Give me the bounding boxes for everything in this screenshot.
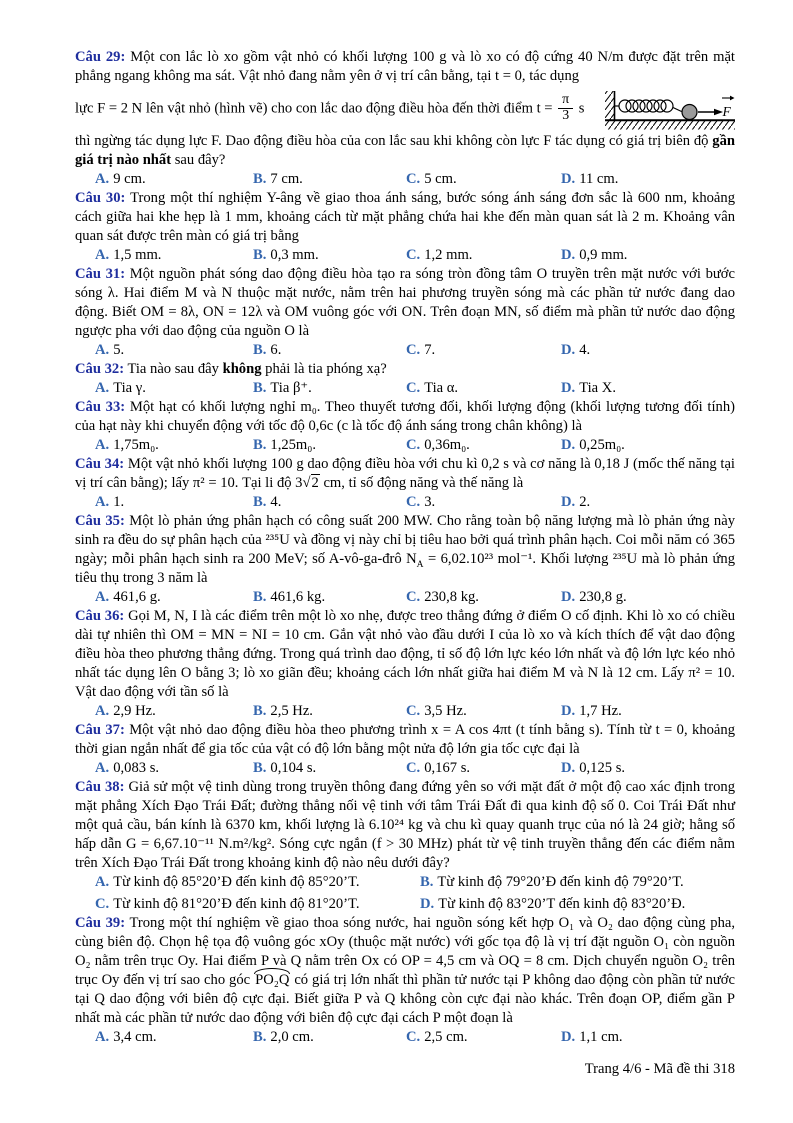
option-text: 2,5 Hz. bbox=[270, 703, 313, 719]
option-d bbox=[561, 702, 735, 721]
question-text bbox=[75, 91, 585, 124]
option-text: 4. bbox=[579, 342, 591, 358]
option-a bbox=[95, 759, 253, 778]
option-d bbox=[420, 895, 735, 914]
option-letter: C. bbox=[406, 171, 421, 187]
option-letter: A. bbox=[95, 874, 110, 890]
question-label: Câu 31: bbox=[75, 266, 126, 282]
option-letter: C. bbox=[95, 896, 110, 912]
option-c bbox=[406, 1028, 561, 1047]
question-label: Câu 36: bbox=[75, 608, 125, 624]
text-run: Một vật nhỏ dao động điều hòa theo phương trình x = A cos 4πt (t tính bằng s). Tính từ t = 0, khoảng thời gian ngắn nhất để gia tốc của vật có độ lớn bằng một nửa độ lớn gia tốc cực đại là bbox=[75, 722, 735, 757]
square-root: √2 bbox=[302, 475, 319, 491]
question-38 bbox=[75, 778, 735, 914]
question-label: Câu 35: bbox=[75, 513, 125, 529]
option-text: 461,6 g. bbox=[113, 589, 161, 605]
option-letter: B. bbox=[253, 760, 267, 776]
option-letter: C. bbox=[406, 703, 421, 719]
text-run: thì ngừng tác dụng lực F. Dao động điều hòa của con lắc sau khi không còn lực F tác dụng có giá trị biên độ bbox=[75, 133, 713, 149]
option-text: 0,125 s. bbox=[579, 760, 626, 776]
option-letter: C. bbox=[406, 1029, 421, 1045]
question-paragraph bbox=[75, 48, 735, 86]
fraction-numerator: π bbox=[558, 93, 573, 109]
text-run: Một con lắc lò xo gồm vật nhỏ có khối lượng 100 g và lò xo có độ cứng 40 N/m được đặt trên mặt phẳng ngang không ma sát. Vật nhỏ đang nằm yên ở vị trí cân bằng, tại t = 0, tác dụng bbox=[75, 49, 735, 84]
option-a bbox=[95, 379, 253, 398]
option-text: 4. bbox=[270, 494, 282, 510]
text-run-bold: không bbox=[222, 361, 262, 377]
text-run: Gọi M, N, I là các điểm trên một lò xo nhẹ, được treo thẳng đứng ở điểm O cố định. Khi lò xo có chiều dài tự nhiên thì OM = MN = NI = 10 cm. Gắn vật nhỏ vào đầu dưới I của lò xo và kích thích để vật dao động điều hòa theo phương thẳng đứng. Trong quá trình dao động, tỉ số độ lớn lực kéo lớn nhất và độ lớn lực kéo nhỏ nhất tác dụng lên O bằng 3; lò xo giãn đều; khoảng cách lớn nhất giữa hai điểm M và N là 12 cm. Lấy π² = 10. Vật dao động với tần số là bbox=[75, 608, 735, 700]
question-31 bbox=[75, 265, 735, 360]
question-30 bbox=[75, 189, 735, 265]
option-b bbox=[253, 1028, 406, 1047]
text-run: Một hạt có khối lượng nghỉ m₀. Theo thuyết tương đối, khối lượng động (khối lượng tương đối tính) của hạt này khi chuyển động với tốc độ 0,6c (c là tốc độ ánh sáng trong chân không) là bbox=[75, 399, 735, 434]
options-row bbox=[75, 493, 735, 512]
option-letter: B. bbox=[253, 589, 267, 605]
question-paragraph bbox=[75, 914, 735, 1028]
text-run: có giá trị lớn nhất thì phần tử nước tại P không dao động còn phần tử nước tại Q dao động với biên độ cực đại. Biết giữa P và Q không còn cực đại nào khác. Trên đoạn OP, điểm gần P nhất mà các phần tử nước dao động với biên độ cực đại cách P một đoạn là bbox=[75, 972, 735, 1026]
option-letter: D. bbox=[561, 380, 576, 396]
option-letter: A. bbox=[95, 703, 110, 719]
option-letter: A. bbox=[95, 1029, 110, 1045]
option-b bbox=[253, 588, 406, 607]
option-d bbox=[561, 379, 735, 398]
options-row bbox=[75, 1028, 735, 1047]
question-label: Câu 38: bbox=[75, 779, 125, 795]
question-paragraph bbox=[75, 455, 735, 493]
figure-spring-oscillator bbox=[605, 86, 735, 132]
option-b bbox=[420, 873, 735, 892]
question-paragraph bbox=[75, 398, 735, 436]
option-d bbox=[561, 341, 735, 360]
question-paragraph bbox=[75, 512, 735, 588]
option-letter: B. bbox=[253, 342, 267, 358]
subscript: A bbox=[416, 559, 424, 570]
option-d bbox=[561, 246, 735, 265]
option-text: 3. bbox=[424, 494, 436, 510]
option-d bbox=[561, 493, 735, 512]
question-39 bbox=[75, 914, 735, 1047]
option-letter: A. bbox=[95, 589, 110, 605]
option-a bbox=[95, 588, 253, 607]
option-text: 230,8 g. bbox=[579, 589, 627, 605]
question-label: Câu 37: bbox=[75, 722, 125, 738]
text-run: Một vật nhỏ khối lượng 100 g dao động điều hòa với chu kì 0,2 s và cơ năng là 0,18 J (mốc thế năng tại vị trí cân bằng); lấy π² = 10. Tại li độ 3 bbox=[75, 456, 735, 491]
text-run: cm, tỉ số động năng và thế năng là bbox=[319, 475, 524, 491]
option-letter: C. bbox=[406, 437, 421, 453]
option-letter: C. bbox=[406, 494, 421, 510]
question-label: Câu 32: bbox=[75, 361, 125, 377]
vector-arrowhead bbox=[730, 96, 735, 101]
option-letter: A. bbox=[95, 342, 110, 358]
option-letter: D. bbox=[561, 589, 576, 605]
option-letter: B. bbox=[253, 703, 267, 719]
square-root-value: 2 bbox=[311, 475, 319, 491]
options-row bbox=[75, 246, 735, 265]
option-b bbox=[253, 246, 406, 265]
spring-coils bbox=[619, 100, 673, 112]
option-letter: D. bbox=[561, 703, 576, 719]
option-text: 2,5 cm. bbox=[424, 1029, 468, 1045]
option-text: Tia γ. bbox=[113, 380, 146, 396]
option-letter: B. bbox=[253, 171, 267, 187]
option-text: 5. bbox=[113, 342, 125, 358]
option-letter: D. bbox=[561, 1029, 576, 1045]
text-run-bold: gần giá trị nào nhất bbox=[75, 133, 735, 168]
question-label: Câu 33: bbox=[75, 399, 126, 415]
option-c bbox=[406, 702, 561, 721]
option-text: 1. bbox=[113, 494, 125, 510]
option-text: 0,3 mm. bbox=[270, 247, 319, 263]
option-letter: A. bbox=[95, 247, 110, 263]
question-37 bbox=[75, 721, 735, 778]
option-text: 7. bbox=[424, 342, 436, 358]
question-paragraph bbox=[75, 778, 735, 873]
option-b bbox=[253, 436, 406, 455]
option-c bbox=[406, 341, 561, 360]
page-footer: Trang 4/6 - Mã đề thi 318 bbox=[584, 1061, 735, 1077]
option-letter: C. bbox=[406, 589, 421, 605]
question-paragraph bbox=[75, 132, 735, 170]
options-row bbox=[75, 341, 735, 360]
option-text: 0,083 s. bbox=[113, 760, 160, 776]
option-letter: C. bbox=[406, 342, 421, 358]
text-run: phải là tia phóng xạ? bbox=[261, 361, 387, 377]
option-letter: D. bbox=[561, 342, 576, 358]
option-letter: A. bbox=[95, 494, 110, 510]
option-text: 0,9 mm. bbox=[579, 247, 628, 263]
option-text: 7 cm. bbox=[270, 171, 303, 187]
option-a bbox=[95, 873, 420, 892]
option-text: 2. bbox=[579, 494, 591, 510]
option-a bbox=[95, 1028, 253, 1047]
question-paragraph bbox=[75, 721, 735, 759]
question-label: Câu 39: bbox=[75, 915, 126, 931]
option-text: 0,104 s. bbox=[270, 760, 317, 776]
option-text: 461,6 kg. bbox=[270, 589, 326, 605]
question-paragraph bbox=[75, 265, 735, 341]
option-text: Tia β⁺. bbox=[270, 380, 312, 396]
option-text: 230,8 kg. bbox=[424, 589, 479, 605]
option-letter: C. bbox=[406, 760, 421, 776]
option-c bbox=[406, 759, 561, 778]
option-c bbox=[406, 246, 561, 265]
option-letter: A. bbox=[95, 380, 110, 396]
option-b bbox=[253, 702, 406, 721]
option-text: 0,36m₀. bbox=[424, 437, 470, 453]
option-text: Từ kinh độ 83°20’T đến kinh độ 83°20’Đ. bbox=[438, 896, 686, 912]
option-text: Từ kinh độ 85°20’Đ đến kinh độ 85°20’T. bbox=[113, 874, 360, 890]
angle-arc: PO₂Q bbox=[255, 972, 290, 988]
force-label: F bbox=[722, 104, 731, 119]
options-row bbox=[75, 379, 735, 398]
option-letter: A. bbox=[95, 437, 110, 453]
options-row bbox=[75, 759, 735, 778]
option-letter: B. bbox=[253, 1029, 267, 1045]
option-text: 1,25m₀. bbox=[270, 437, 317, 453]
option-c bbox=[406, 436, 561, 455]
text-run: Một nguồn phát sóng dao động điều hòa tạo ra sóng tròn đồng tâm O truyền trên mặt nước với bước sóng λ. Hai điểm M và N thuộc mặt nước, nằm trên hai phương truyền sóng mà các phần tử nước đang dao động. Biết OM = 8λ, ON = 12λ và OM vuông góc với ON. Trên đoạn MN, số điểm mà phần tử nước dao động ngược pha với dao động của nguồn O là bbox=[75, 266, 735, 339]
option-a bbox=[95, 170, 253, 189]
option-letter: D. bbox=[561, 494, 576, 510]
option-text: 0,167 s. bbox=[424, 760, 471, 776]
question-label: Câu 34: bbox=[75, 456, 125, 472]
option-text: 3,5 Hz. bbox=[424, 703, 467, 719]
option-text: Tia X. bbox=[579, 380, 616, 396]
option-text: 5 cm. bbox=[424, 171, 457, 187]
option-b bbox=[253, 493, 406, 512]
option-letter: A. bbox=[95, 760, 110, 776]
option-letter: B. bbox=[420, 874, 434, 890]
options-row bbox=[75, 873, 735, 914]
option-b bbox=[253, 379, 406, 398]
option-letter: C. bbox=[406, 380, 421, 396]
option-c bbox=[406, 379, 561, 398]
text-run: Tia nào sau đây bbox=[124, 361, 223, 377]
ground-hatch bbox=[605, 121, 735, 130]
mass-ball bbox=[682, 105, 697, 120]
option-letter: C. bbox=[406, 247, 421, 263]
option-text: 6. bbox=[270, 342, 282, 358]
question-paragraph bbox=[75, 360, 735, 379]
question-29 bbox=[75, 48, 735, 189]
option-d bbox=[561, 588, 735, 607]
option-text: 2,9 Hz. bbox=[113, 703, 156, 719]
text-run: sau đây? bbox=[171, 152, 226, 168]
text-run: = 6,02.10²³ mol⁻¹. Khối lượng ²³⁵U mà lò phản ứng tiêu thụ trong 3 năm là bbox=[75, 551, 735, 586]
option-text: 1,2 mm. bbox=[424, 247, 473, 263]
option-a bbox=[95, 493, 253, 512]
option-letter: B. bbox=[253, 494, 267, 510]
text-run: Trong một thí nghiệm về giao thoa sóng nước, hai nguồn sóng kết hợp O₁ và O₂ dao động cùng pha, cùng biên độ. Chọn hệ tọa độ vuông góc xOy (thuộc mặt nước) với gốc tọa độ là vị trí đặt nguồn O₁ còn nguồn O₂ nằm trên trục Oy. Hai điểm P và Q nằm trên Ox có OP = 4,5 cm và OQ = 8 cm. Dịch chuyển nguồn O₂ trên trục Oy đến vị trí sao cho góc bbox=[75, 915, 735, 988]
option-text: 11 cm. bbox=[579, 171, 619, 187]
option-text: 9 cm. bbox=[113, 171, 146, 187]
question-label: Câu 29: bbox=[75, 49, 126, 65]
option-letter: D. bbox=[561, 760, 576, 776]
option-letter: B. bbox=[253, 437, 267, 453]
option-c bbox=[95, 895, 420, 914]
option-letter: D. bbox=[561, 247, 576, 263]
option-a bbox=[95, 246, 253, 265]
text-run: Trong một thí nghiệm Y-âng về giao thoa ánh sáng, bước sóng ánh sáng đơn sắc là 600 nm, khoảng cách giữa hai khe hẹp là 1 mm, khoảng cách từ mặt phẳng chứa hai khe đến màn quan sát là 2 m. Khoảng vân quan sát được trên màn có giá trị bằng bbox=[75, 190, 735, 244]
option-letter: A. bbox=[95, 171, 110, 187]
option-text: Tia α. bbox=[424, 380, 459, 396]
text-run: s bbox=[575, 100, 585, 117]
option-letter: D. bbox=[561, 437, 576, 453]
question-36 bbox=[75, 607, 735, 721]
option-d bbox=[561, 759, 735, 778]
question-34 bbox=[75, 455, 735, 512]
option-letter: D. bbox=[420, 896, 435, 912]
option-a bbox=[95, 436, 253, 455]
options-row bbox=[75, 588, 735, 607]
option-c bbox=[406, 588, 561, 607]
option-letter: D. bbox=[561, 171, 576, 187]
option-c bbox=[406, 493, 561, 512]
text-run: Một lò phản ứng phân hạch có công suất 200 MW. Cho rằng toàn bộ năng lượng mà lò phản ứng này sinh ra đều do sự phân hạch của ²³⁵U và đồng vị này chỉ bị tiêu hao bởi quá trình phân hạch. Coi mỗi năm có 365 ngày; mỗi phân hạch sinh ra 200 MeV; số A-vô-ga-đrô N bbox=[75, 513, 736, 567]
spring-to-mass-link bbox=[673, 108, 682, 112]
option-b bbox=[253, 759, 406, 778]
question-label: Câu 30: bbox=[75, 190, 126, 206]
option-d bbox=[561, 1028, 735, 1047]
spring-oscillator-figure bbox=[605, 86, 735, 132]
question-paragraph bbox=[75, 607, 735, 702]
option-a bbox=[95, 341, 253, 360]
option-text: 0,25m₀. bbox=[579, 437, 625, 453]
question-33 bbox=[75, 398, 735, 455]
text-run: Giả sử một vệ tinh dùng trong truyền thông đang đứng yên so với mặt đất ở một độ cao xác định trong mặt phẳng Xích Đạo Trái Đất; đường thẳng nối vệ tinh với tâm Trái Đất đi qua kinh độ số 0. Coi Trái Đất như một quả cầu, bán kính là 6370 km, khối lượng là 6.10²⁴ kg và chu kì quay quanh trục của nó là 24 giờ; hằng số hấp dẫn G = 6,67.10⁻¹¹ N.m²/kg². Sóng cực ngắn (f > 30 MHz) phát từ vệ tinh truyền thẳng đến các điểm nằm trên Xích Đạo Trái Đất trong khoảng kinh độ nào nêu dưới đây? bbox=[75, 779, 735, 871]
question-32 bbox=[75, 360, 735, 398]
option-text: 2,0 cm. bbox=[270, 1029, 314, 1045]
question-line-with-figure bbox=[75, 86, 735, 132]
option-d bbox=[561, 170, 735, 189]
question-paragraph bbox=[75, 189, 735, 246]
options-row bbox=[75, 170, 735, 189]
fraction-denominator: 3 bbox=[562, 107, 570, 123]
options-row bbox=[75, 702, 735, 721]
option-d bbox=[561, 436, 735, 455]
option-a bbox=[95, 702, 253, 721]
option-b bbox=[253, 341, 406, 360]
options-row bbox=[75, 436, 735, 455]
option-text: 3,4 cm. bbox=[113, 1029, 157, 1045]
option-text: 1,5 mm. bbox=[113, 247, 162, 263]
fraction bbox=[558, 93, 573, 123]
questions bbox=[75, 48, 735, 1047]
option-b bbox=[253, 170, 406, 189]
option-text: Từ kinh độ 81°20’Đ đến kinh độ 81°20’T. bbox=[113, 896, 360, 912]
option-letter: B. bbox=[253, 247, 267, 263]
option-c bbox=[406, 170, 561, 189]
option-text: 1,7 Hz. bbox=[579, 703, 622, 719]
option-text: 1,1 cm. bbox=[579, 1029, 623, 1045]
text-run: lực F = 2 N lên vật nhỏ (hình vẽ) cho con lắc dao động điều hòa đến thời điểm t = bbox=[75, 100, 557, 117]
option-letter: B. bbox=[253, 380, 267, 396]
question-35 bbox=[75, 512, 735, 607]
option-text: Từ kinh độ 79°20’Đ đến kinh độ 79°20’T. bbox=[437, 874, 684, 890]
wall-hatch bbox=[605, 91, 614, 120]
option-text: 1,75m₀. bbox=[113, 437, 159, 453]
